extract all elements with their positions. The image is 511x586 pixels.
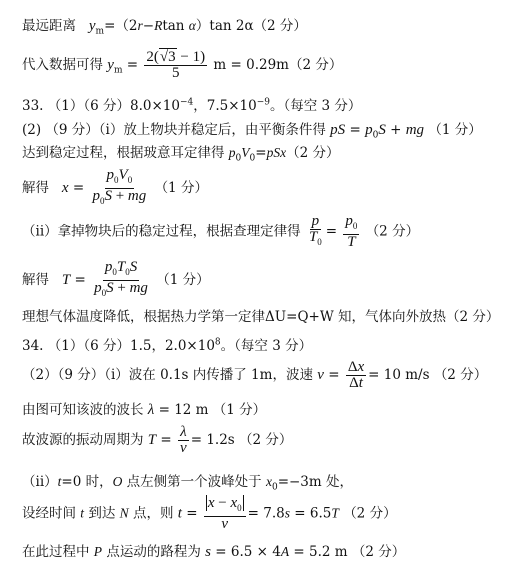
fraction-time: $\frac{x - x_0}{v}$	[204, 496, 246, 532]
score: （2 分）	[343, 505, 397, 522]
line-6: 解得 x = $\frac{p_0V_0}{p_0S + mg}$ （1 分）	[22, 168, 208, 209]
exp-2: −9	[256, 97, 270, 108]
text-reach: 到达	[88, 505, 116, 522]
exp-3: 8	[214, 337, 221, 348]
line-16: 在此过程中 P 点运动的路程为 s = 6.5 × 4A = 5.2 m （2 分）	[22, 544, 406, 560]
line-1: 最远距离 $y_m=(2r-Rtan$ α）tan 2α（2 分）	[22, 18, 307, 37]
line-11: （2）（9 分）（i）波在 0.1s 内传播了 1m，波速 v = $\frac{\Delta x}{\Delta t}$ = 10 m/s （2 分）	[22, 359, 488, 391]
line-9	[22, 305, 499, 325]
fraction-v: $\frac{\Delta x}{\Delta t}$	[347, 359, 365, 391]
text-period: 故波源的振动周期为	[22, 432, 144, 448]
text-formula: =（2	[104, 18, 138, 34]
text-charles: （ii）拿掉物块后的稳定过程，根据查理定律得	[22, 223, 301, 240]
text-time: 设经时间	[22, 505, 76, 522]
text-ii: （ii）	[22, 474, 58, 490]
text-q34-1: 34. （1）（6 分）1.5，2.0×10	[22, 338, 215, 354]
score: （1 分）	[156, 272, 210, 288]
line-8: 解得 T = $\frac{p_0T_0S}{p_0S + mg}$ （1 分）	[22, 260, 210, 301]
score: （1 分）	[428, 122, 482, 138]
score: （2 分）	[239, 432, 293, 448]
text-solve: 解得	[22, 180, 49, 196]
text-wavelength: 由图可知该波的波长	[22, 402, 144, 418]
text-q33-1: 33. （1）（6 分）8.0×10	[22, 98, 180, 114]
text-t0: =0 时，	[61, 474, 113, 490]
line-2: 代入数据可得 $y_m$ = $\frac{2(√3 - 1)}{5}$ m = 0.29m（2 分）	[22, 49, 343, 81]
text-solve-2: 解得	[22, 272, 49, 288]
fraction-p0-t: $\frac{p_0}{T}$	[345, 213, 358, 250]
score: （2 分）	[365, 223, 420, 240]
line-4: (2) （9 分）（i）放上物块并稳定后，由平衡条件得 pS = $p_0S$ + mg （1 分）	[22, 122, 482, 141]
line-14: （ii）t=0 时，O 点左侧第一个波峰处于 $x_0=-3m$ 处，	[22, 474, 353, 493]
text-x0: =−3m 处，	[277, 474, 353, 490]
score: （2 分）	[286, 145, 340, 161]
exp-1: −4	[179, 97, 194, 108]
text-then: 点，则	[132, 505, 174, 522]
line-13: 故波源的振动周期为 T = $\frac{\lambda}{v}$ = 1.2s （2 分）	[22, 424, 293, 456]
fraction-ym: $\frac{2(√3 - 1)}{5}$	[146, 49, 206, 81]
score: （2 分）	[351, 544, 406, 560]
text-substitute: 代入数据可得	[22, 57, 103, 73]
text-path: 在此过程中	[22, 544, 90, 560]
fraction-p-t0: $\frac{p}{T_0}$	[308, 213, 322, 247]
text-boyle: 达到稳定过程，根据玻意耳定律得	[22, 145, 225, 161]
text-q34-1b: 。（每空 3 分）	[220, 338, 313, 354]
score: （1 分）	[154, 180, 208, 196]
text-formula-end: tan 2α（2 分）	[209, 18, 307, 34]
line-7: （ii）拿掉物块后的稳定过程，根据查理定律得 $\frac{p}{T_0}$ = $\frac{p_0}{T}$ （2 分）	[22, 213, 420, 250]
math-ym: y	[88, 18, 96, 34]
text-q33-1b: ，7.5×10	[193, 98, 257, 114]
line-15: 设经时间 t 到达 N 点，则 t = $\frac{x - x_0}{v}$ = 7.8s = 6.5T （2 分）	[22, 495, 397, 532]
text-q34-2: （2）（9 分）（i）波在 0.1s 内传播了 1m，波速	[22, 367, 313, 383]
text-q33-2: (2) （9 分）（i）放上物块并稳定后，由平衡条件得	[22, 122, 326, 138]
text-farthest-distance: 最远距离	[22, 18, 76, 34]
line-12: 由图可知该波的波长 λ = 12 m （1 分）	[22, 402, 267, 418]
line-3	[22, 94, 361, 114]
text-q33-1c: 。（每空 3 分）	[269, 98, 362, 114]
fraction-x: $\frac{p_0V_0}{p_0S + mg}$	[92, 167, 147, 206]
fraction-T: $\frac{p_0T_0S}{p_0S + mg}$	[94, 259, 148, 298]
score: （1 分）	[212, 402, 267, 418]
text-distance: 点运动的路程为	[106, 544, 201, 560]
text-crest: 点左侧第一个波峰处于	[126, 474, 262, 490]
text-result: m = 0.29m（2 分）	[213, 57, 343, 73]
line-10	[22, 334, 312, 354]
line-5: 达到稳定过程，根据玻意耳定律得 $p_0V_0=pSx(2$ 分）	[22, 145, 340, 164]
fraction-period: $\frac{\lambda}{v}$	[180, 424, 187, 456]
text-first-law: 理想气体温度降低，根据热力学第一定律ΔU=Q+W 知，气体向外放热（2 分）	[22, 309, 500, 325]
score: （2 分）	[433, 367, 488, 383]
